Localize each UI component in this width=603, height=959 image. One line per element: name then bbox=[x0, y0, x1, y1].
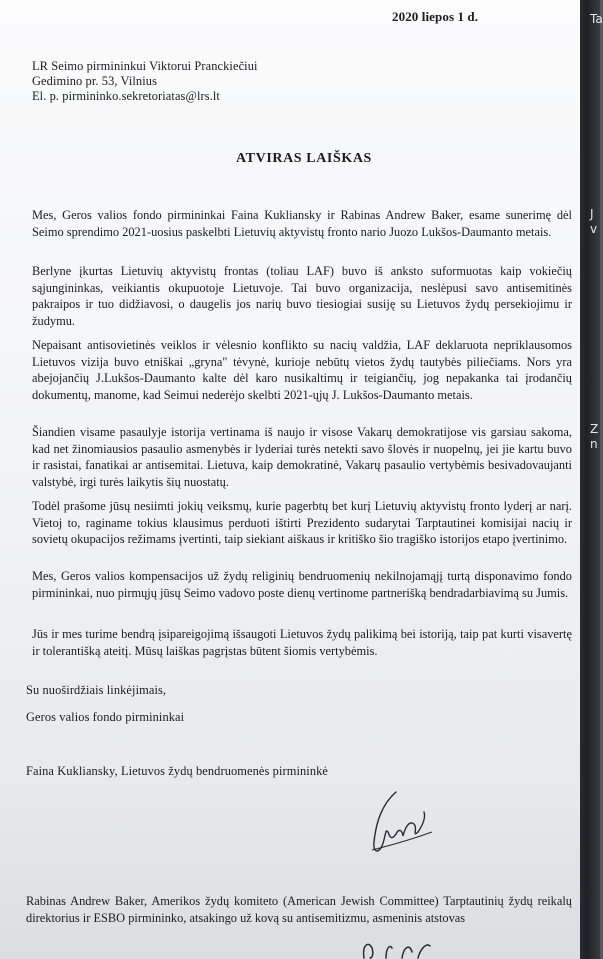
edge-glyph: Ta bbox=[590, 12, 603, 26]
signature-baker bbox=[356, 936, 436, 959]
addressee-email: El. p. pirmininko.sekretoriatas@lrs.lt bbox=[32, 89, 220, 103]
addressee-line: LR Seimo pirmininkui Viktorui Pranckiečiui bbox=[32, 59, 258, 73]
edge-glyph: J bbox=[590, 207, 594, 221]
signature-kukliansky bbox=[352, 788, 442, 860]
paragraph: Todėl prašome jūsų nesiimti jokių veiksmų, kurie pagerbtų bet kurį Lietuvių aktyvistų fronto lyderį ar narį. Vietoj to, raginame tokius klausimus perduoti ištirti Prezidento sudarytai Tarptautinei komisijai nacių ir sovietų okupacijos režimams įvertinti, taip siekiant aiškaus ir kritiško šio tragiško istorijos etapo įvertinimo. bbox=[32, 499, 572, 546]
paragraph: Nepaisant antisovietinės veiklos ir vėlesnio konflikto su nacių valdžia, LAF deklaruota nepriklausomos Lietuvos vizija buvo etniškai „gryna" tėvynė, kurioje nebūtų vietos žydų tautybės piliečiams. Nors yra abejojančių J.Lukšos-Daumanto kalte dėl karo nusikaltimų ir teigiančių, jog nepakanka tai įrodančių dokumentų, manome, kad Seimui nederėjo skelbti 2021-ųjų J. Lukšos-Daumanto metais. bbox=[32, 338, 572, 402]
edge-glyph: Z bbox=[590, 422, 599, 436]
addressee-line: Gedimino pr. 53, Vilnius bbox=[32, 74, 157, 88]
paragraph: Jūs ir mes turime bendrą įsipareigojimą išsaugoti Lietuvos žydų palikimą bei istoriją, taip pat kurti visavertę ir tolerantišką ateitį. Mūsų laiškas pagrįstas būtent šiomis vertybėmis. bbox=[32, 627, 572, 658]
letter-title: ATVIRAS LAIŠKAS bbox=[236, 151, 372, 166]
paragraph: Šiandien visame pasaulyje istorija vertinama iš naujo ir visose Vakarų demokratijose vis garsiau sakoma, kad net žinomiausios pasaulio asmenybės ir lyderiai turės netekti savo šlovės ir nuopelnų, jei jie kartu buvo ir rasistai, fanatikai ar antisemitai. Lietuva, kaip demokratinė, Vakarų pasaulio vertybėmis besivadovaujanti valstybė, irgi turės laikytis šių nuostatų. bbox=[32, 425, 572, 489]
background-screen-edge bbox=[578, 0, 600, 959]
paragraph: Mes, Geros valios fondo pirmininkai Faina Kukliansky ir Rabinas Andrew Baker, esame sunerimę dėl Seimo sprendimo 2021-uosius paskelbti Lietuvių aktyvistų fronto nario Juozo Lukšos-Daumanto metais. bbox=[32, 208, 572, 239]
edge-glyph: n bbox=[590, 437, 598, 451]
paragraph: Mes, Geros valios kompensacijos už žydų religinių bendruomenių nekilnojamąjį turtą disponavimo fondo pirmininkai, nuo pirmųjų jūsų Seimo vadovo poste dienų vertinome partnerišką bendradarbiavimą su Jumis. bbox=[32, 569, 572, 600]
paragraph: Berlyne įkurtas Lietuvių aktyvistų frontas (toliau LAF) buvo iš anksto suformuotas kaip vokiečių sąjungininkas, veikiantis okupuotoje Lietuvoje. Tai buvo organizacija, neslėpusi savo antisemitinės pakraipos ir tuo didžiavosi, o daugelis jos narių buvo tiesiogiai susiję su Lietuvos žydų persekiojimu ir žudymu. bbox=[32, 264, 572, 328]
closing-line: Geros valios fondo pirmininkai bbox=[26, 710, 185, 724]
closing-line: Su nuoširdžiais linkėjimais, bbox=[26, 683, 167, 697]
signer-name: Faina Kukliansky, Lietuvos žydų bendruomenės pirmininkė bbox=[26, 764, 329, 778]
edge-glyph: v bbox=[590, 222, 598, 236]
letter-date: 2020 liepos 1 d. bbox=[392, 9, 479, 24]
signer-name: Rabinas Andrew Baker, Amerikos žydų komiteto (American Jewish Committee) Tarptautinių žydų reikalų direktorius ir ESBO pirmininko, atsakingo už kovą su antisemitizmu, asmeninis atstovas bbox=[26, 894, 572, 925]
